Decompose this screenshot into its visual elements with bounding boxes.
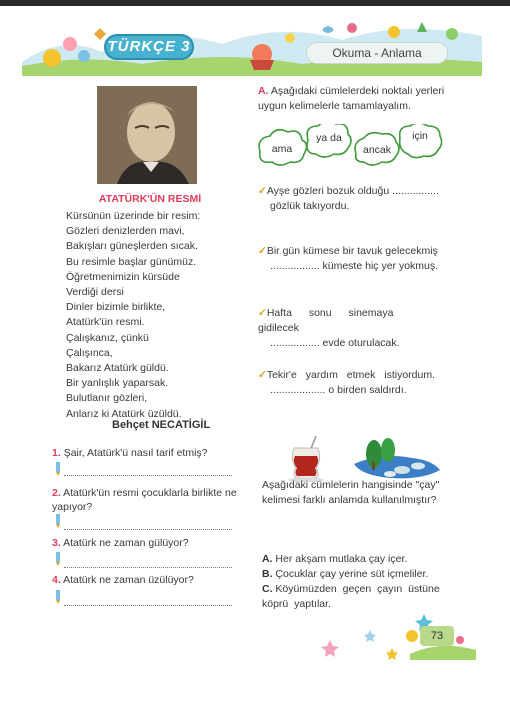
pencil-icon bbox=[55, 514, 61, 528]
stream-landscape-image bbox=[352, 436, 442, 482]
option-text: Köyümüzden geçen çayın üstüne köprü yaptılar. bbox=[262, 583, 440, 610]
option-letter: A. bbox=[262, 553, 273, 565]
poem-line: Öğretmenimizin kürsüde bbox=[66, 270, 180, 283]
sentence-line: gözlük takıyordu. bbox=[270, 200, 350, 212]
question-text: Atatürk ne zaman üzülüyor? bbox=[63, 574, 194, 586]
fill-sentence-2 bbox=[258, 244, 444, 274]
poem-line: Verdiği dersi bbox=[66, 286, 124, 299]
exercise-a-instruction bbox=[258, 84, 448, 114]
option-text: Her akşam mutlaka çay içer. bbox=[275, 553, 408, 565]
sentence-line: Hafta sonu sinemaya gidilecek bbox=[258, 307, 394, 334]
checkmark-icon: ✓ bbox=[258, 245, 267, 257]
word-option: ama bbox=[271, 143, 293, 155]
poem-title: ATATÜRK'ÜN RESMİ bbox=[98, 193, 202, 205]
sentence-line: Tekir'e yardım etmek istiyordum. bbox=[266, 369, 436, 381]
pencil-icon bbox=[55, 552, 61, 566]
option-a[interactable] bbox=[262, 552, 452, 567]
word-option: ya da bbox=[316, 132, 342, 144]
exercise-label: A. bbox=[258, 85, 269, 97]
poem-line: Bakarız Atatürk güldü. bbox=[66, 362, 169, 375]
answer-line[interactable] bbox=[64, 528, 232, 530]
answer-line[interactable] bbox=[64, 474, 232, 476]
question-text: Şair, Atatürk'ü nasıl tarif etmiş? bbox=[63, 447, 208, 459]
tea-glass-image bbox=[286, 436, 328, 482]
question-number: 3. bbox=[52, 537, 61, 549]
poem-line: Gözleri denizlerden mavi, bbox=[66, 225, 185, 238]
top-border bbox=[0, 0, 510, 6]
poem-line: Çalışkanız, çünkü bbox=[66, 331, 149, 344]
pencil-icon bbox=[55, 462, 61, 476]
fill-sentence-1 bbox=[258, 184, 444, 214]
poem-line: Atatürk'ün resmi. bbox=[66, 316, 145, 329]
option-text: Çocuklar çay yerine süt içmeliler. bbox=[275, 568, 429, 580]
poem-line: Bakışları güneşlerden sıcak. bbox=[66, 240, 198, 253]
section-label: Okuma - Anlama bbox=[306, 42, 448, 64]
option-letter: C. bbox=[262, 583, 273, 595]
subject-title: TÜRKÇE 3 bbox=[104, 34, 194, 60]
sentence-line: ................. evde oturulacak. bbox=[270, 337, 400, 349]
question-1 bbox=[52, 446, 242, 460]
poem-body bbox=[66, 209, 200, 422]
question-text: Atatürk ne zaman gülüyor? bbox=[63, 537, 189, 549]
instruction-text: Aşağıdaki cümlelerdeki noktalı yerleri uygun kelimelerle tamamlayalım. bbox=[258, 85, 445, 112]
checkmark-icon: ✓ bbox=[258, 307, 267, 319]
ataturk-portrait-image bbox=[97, 86, 197, 184]
page-number: 73 bbox=[420, 626, 454, 646]
checkmark-icon: ✓ bbox=[258, 185, 267, 197]
exercise-b-question: Aşağıdaki cümlelerin hangisinde "çay" kelimesi farklı anlamda kullanılmıştır? bbox=[262, 479, 440, 506]
pencil-icon bbox=[55, 590, 61, 604]
question-number: 4. bbox=[52, 574, 61, 586]
fill-sentence-3 bbox=[258, 306, 444, 351]
question-4 bbox=[52, 573, 242, 587]
sentence-line: ................. kümeste hiç yer yokmuş. bbox=[270, 260, 439, 272]
checkmark-icon: ✓ bbox=[258, 369, 267, 381]
option-c[interactable] bbox=[262, 582, 452, 612]
answer-line[interactable] bbox=[64, 604, 232, 606]
poem-line: Anlarız ki Atatürk üzüldü. bbox=[66, 407, 182, 420]
answer-line[interactable] bbox=[64, 566, 232, 568]
fill-sentence-4 bbox=[258, 368, 444, 398]
option-letter: B. bbox=[262, 568, 273, 580]
question-2 bbox=[52, 486, 242, 514]
poem-line: Bir yanlışlık yaparsak. bbox=[66, 377, 169, 390]
poem-line: Bulutlanır gözleri, bbox=[66, 392, 148, 405]
poem-line: Dinler bizimle birlikte, bbox=[66, 301, 166, 314]
poem-author: Behçet NECATİGİL bbox=[112, 419, 211, 431]
question-number: 1. bbox=[52, 447, 61, 459]
option-b[interactable] bbox=[262, 567, 452, 582]
poem-line: Kürsünün üzerinde bir resim: bbox=[66, 210, 201, 222]
sentence-line: Ayşe gözleri bozuk olduğu ................ bbox=[266, 185, 439, 197]
question-text: Atatürk'ün resmi çocuklarla birlikte ne yapıyor? bbox=[52, 487, 237, 513]
sentence-line: Bir gün kümese bir tavuk gelecekmiş bbox=[266, 245, 438, 257]
poem-line: Çalışınca, bbox=[66, 346, 113, 359]
sentence-line: ................... o birden saldırdı. bbox=[270, 384, 407, 396]
poem-line: Bu resimle başlar günümüz. bbox=[66, 255, 197, 268]
word-option: için bbox=[412, 130, 428, 142]
word-option: ancak bbox=[362, 144, 392, 156]
question-3 bbox=[52, 536, 242, 550]
question-number: 2. bbox=[52, 487, 61, 499]
